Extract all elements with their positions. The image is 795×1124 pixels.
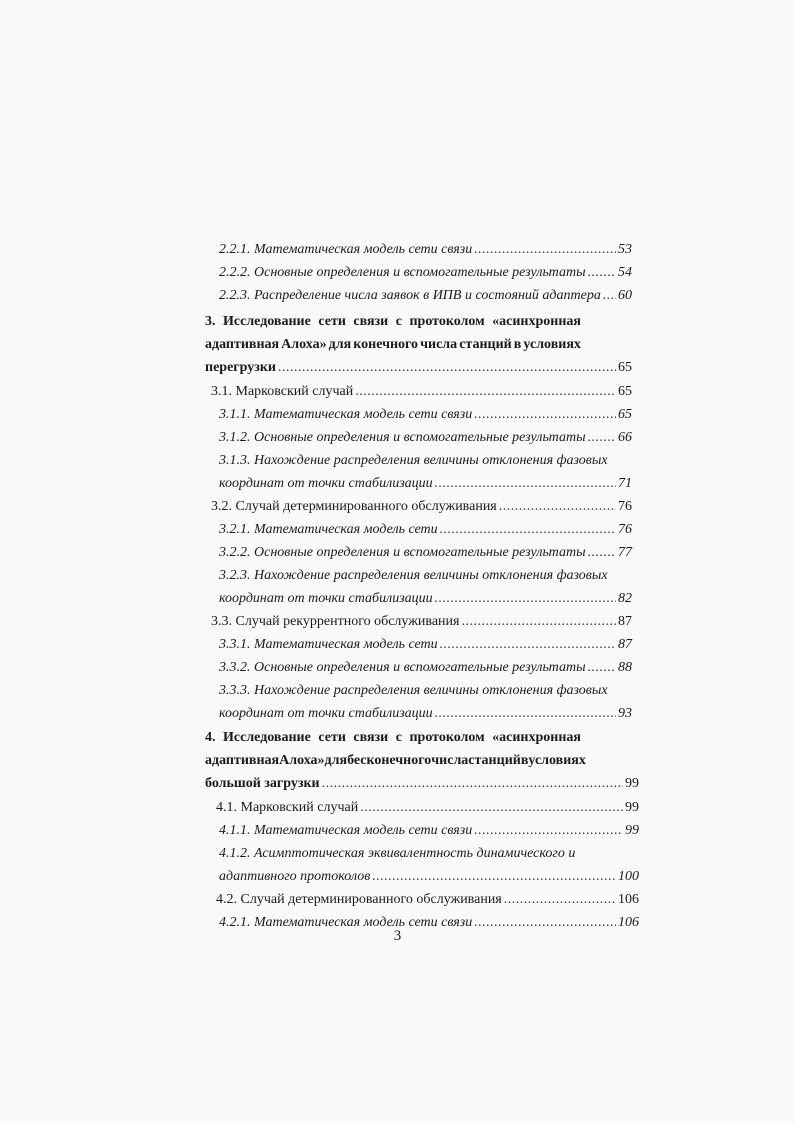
word: числа	[431, 753, 469, 768]
word: Исследование	[223, 314, 311, 329]
toc-entry-line: 4.1.2. Асимптотическая эквивалентность динамического и	[219, 846, 576, 861]
word: станций	[459, 337, 512, 352]
toc-entry-page: 66	[618, 430, 632, 445]
toc-entry-page: 71	[618, 476, 632, 491]
toc-chapter-line	[205, 751, 586, 771]
toc-entry-title: 3.3.1. Математическая модель сети	[219, 637, 438, 652]
word: протоколом	[409, 314, 485, 329]
toc-leader	[440, 635, 616, 655]
word: «асинхронная	[492, 314, 581, 329]
toc-leader	[440, 520, 616, 540]
toc-entry	[216, 798, 639, 818]
toc-entry-page: 99	[625, 800, 639, 815]
toc-entry	[219, 867, 639, 887]
toc-leader	[588, 428, 616, 448]
toc-entry-page: 99	[625, 776, 639, 791]
toc-leader	[588, 658, 616, 678]
page-number: 3	[393, 928, 402, 944]
toc-entry	[219, 474, 632, 494]
toc-entry-title: 3.1.2. Основные определения и вспомогательные результаты	[219, 430, 586, 445]
toc-leader	[435, 589, 616, 609]
toc-leader	[355, 382, 616, 402]
toc-entry-page: 65	[618, 384, 632, 399]
toc-entry-title: 4.1.1. Математическая модель сети связи	[219, 823, 473, 838]
toc-entry-title: 2.2.2. Основные определения и вспомогательные результаты	[219, 265, 586, 280]
toc-leader	[588, 543, 616, 563]
toc-entry-page: 54	[618, 265, 632, 280]
toc-leader	[588, 263, 616, 283]
word: протоколом	[409, 730, 485, 745]
toc-entry-page: 99	[625, 823, 639, 838]
toc-entry	[205, 358, 632, 378]
toc-entry	[219, 704, 632, 724]
toc-entry-title: 4.2. Случай детерминированного обслуживания	[216, 892, 502, 907]
toc-leader	[435, 474, 616, 494]
toc-entry-page: 76	[618, 499, 632, 514]
toc-entry	[205, 774, 639, 794]
toc-leader	[435, 704, 616, 724]
toc-entry-title: координат от точки стабилизации	[219, 706, 433, 721]
toc-leader	[461, 612, 616, 632]
toc-entry-page: 76	[618, 522, 632, 537]
toc-leader	[474, 405, 616, 425]
word: Алоха»	[281, 337, 327, 352]
toc-entry-title: 4.1. Марковский случай	[216, 800, 359, 815]
toc-entry-line: 3.2.3. Нахождение распределения величины отклонения фазовых	[219, 568, 608, 583]
word: Исследование	[223, 730, 311, 745]
toc-entry	[211, 612, 632, 632]
toc-entry-page: 93	[618, 706, 632, 721]
word: станций	[468, 753, 521, 768]
toc-leader	[322, 774, 623, 794]
word: с	[395, 314, 402, 329]
word: 4.	[205, 730, 216, 745]
toc-entry-page: 65	[618, 407, 632, 422]
toc-entry-title: адаптивного протоколов	[219, 869, 371, 884]
toc-entry-title: 3.2.1. Математическая модель сети	[219, 522, 438, 537]
toc-entry-title: 3.1.1. Математическая модель сети связи	[219, 407, 473, 422]
toc-entry-title: 3.2. Случай детерминированного обслуживания	[211, 499, 497, 514]
toc-entry	[219, 428, 632, 448]
toc-entry	[219, 520, 632, 540]
word: «асинхронная	[492, 730, 581, 745]
toc-entry-page: 53	[618, 242, 632, 257]
word: связи	[353, 730, 389, 745]
toc-entry-page: 77	[618, 545, 632, 560]
toc-entry-page: 60	[618, 288, 632, 303]
toc-entry-page: 100	[618, 869, 639, 884]
toc-entry-page: 87	[618, 637, 632, 652]
toc-entry-title: 3.2.2. Основные определения и вспомогательные результаты	[219, 545, 586, 560]
toc-entry-page: 88	[618, 660, 632, 675]
toc-entry-title: 3.1. Марковский случай	[211, 384, 354, 399]
toc-entry	[219, 821, 639, 841]
toc-entry-title: 2.2.3. Распределение числа заявок в ИПВ и состояний адаптера	[219, 288, 601, 303]
toc-entry-page: 87	[618, 614, 632, 629]
toc-leader	[278, 358, 616, 378]
word: связи	[353, 314, 389, 329]
toc-leader	[474, 821, 623, 841]
word: конечного	[353, 337, 419, 352]
word: 3.	[205, 314, 216, 329]
toc-leader	[504, 890, 616, 910]
toc-entry-title: 3.3.2. Основные определения и вспомогательные результаты	[219, 660, 586, 675]
word: сети	[318, 314, 346, 329]
word: Алоха»	[279, 753, 325, 768]
word: с	[395, 730, 402, 745]
word: для	[328, 337, 352, 352]
toc-leader	[360, 798, 623, 818]
toc-entry	[216, 890, 639, 910]
toc-entry	[211, 382, 632, 402]
toc-entry-title: координат от точки стабилизации	[219, 476, 433, 491]
word: в	[520, 753, 529, 768]
toc-entry-title: перегрузки	[205, 360, 276, 375]
toc-entry	[219, 263, 632, 283]
toc-entry-line: 3.1.3. Нахождение распределения величины отклонения фазовых	[219, 453, 608, 468]
toc-entry-title: 2.2.1. Математическая модель сети связи	[219, 242, 473, 257]
toc-chapter-line	[205, 728, 581, 748]
toc-entry	[219, 240, 632, 260]
toc-leader	[372, 867, 616, 887]
toc-entry-line: 3.3.3. Нахождение распределения величины отклонения фазовых	[219, 683, 608, 698]
toc-leader	[474, 240, 616, 260]
word: сети	[318, 730, 346, 745]
toc-chapter-line	[205, 312, 581, 332]
toc-entry-page: 106	[618, 892, 639, 907]
toc-leader	[499, 497, 616, 517]
toc-entry	[211, 497, 632, 517]
toc-entry	[219, 635, 632, 655]
toc-entry	[219, 658, 632, 678]
word: бесконечного	[347, 753, 432, 768]
toc-entry	[219, 405, 632, 425]
toc-leader	[603, 286, 616, 306]
word: условиях	[523, 337, 581, 352]
toc-entry-page: 82	[618, 591, 632, 606]
toc-entry	[219, 589, 632, 609]
toc-entry-page: 65	[618, 360, 632, 375]
toc-chapter-line	[205, 335, 581, 355]
toc-entry	[219, 286, 632, 306]
toc-entry-title: большой загрузки	[205, 776, 320, 791]
toc-entry-page: 106	[618, 915, 639, 930]
word: в	[513, 337, 522, 352]
toc-entry-title: 3.3. Случай рекуррентного обслуживания	[211, 614, 460, 629]
toc-entry-title: 4.2.1. Математическая модель сети связи	[219, 915, 473, 930]
word: для	[324, 753, 348, 768]
toc-entry	[219, 543, 632, 563]
word: адаптивная	[205, 337, 280, 352]
word: условиях	[528, 753, 586, 768]
word: числа	[420, 337, 458, 352]
toc-entry-title: координат от точки стабилизации	[219, 591, 433, 606]
word: адаптивная	[205, 753, 280, 768]
